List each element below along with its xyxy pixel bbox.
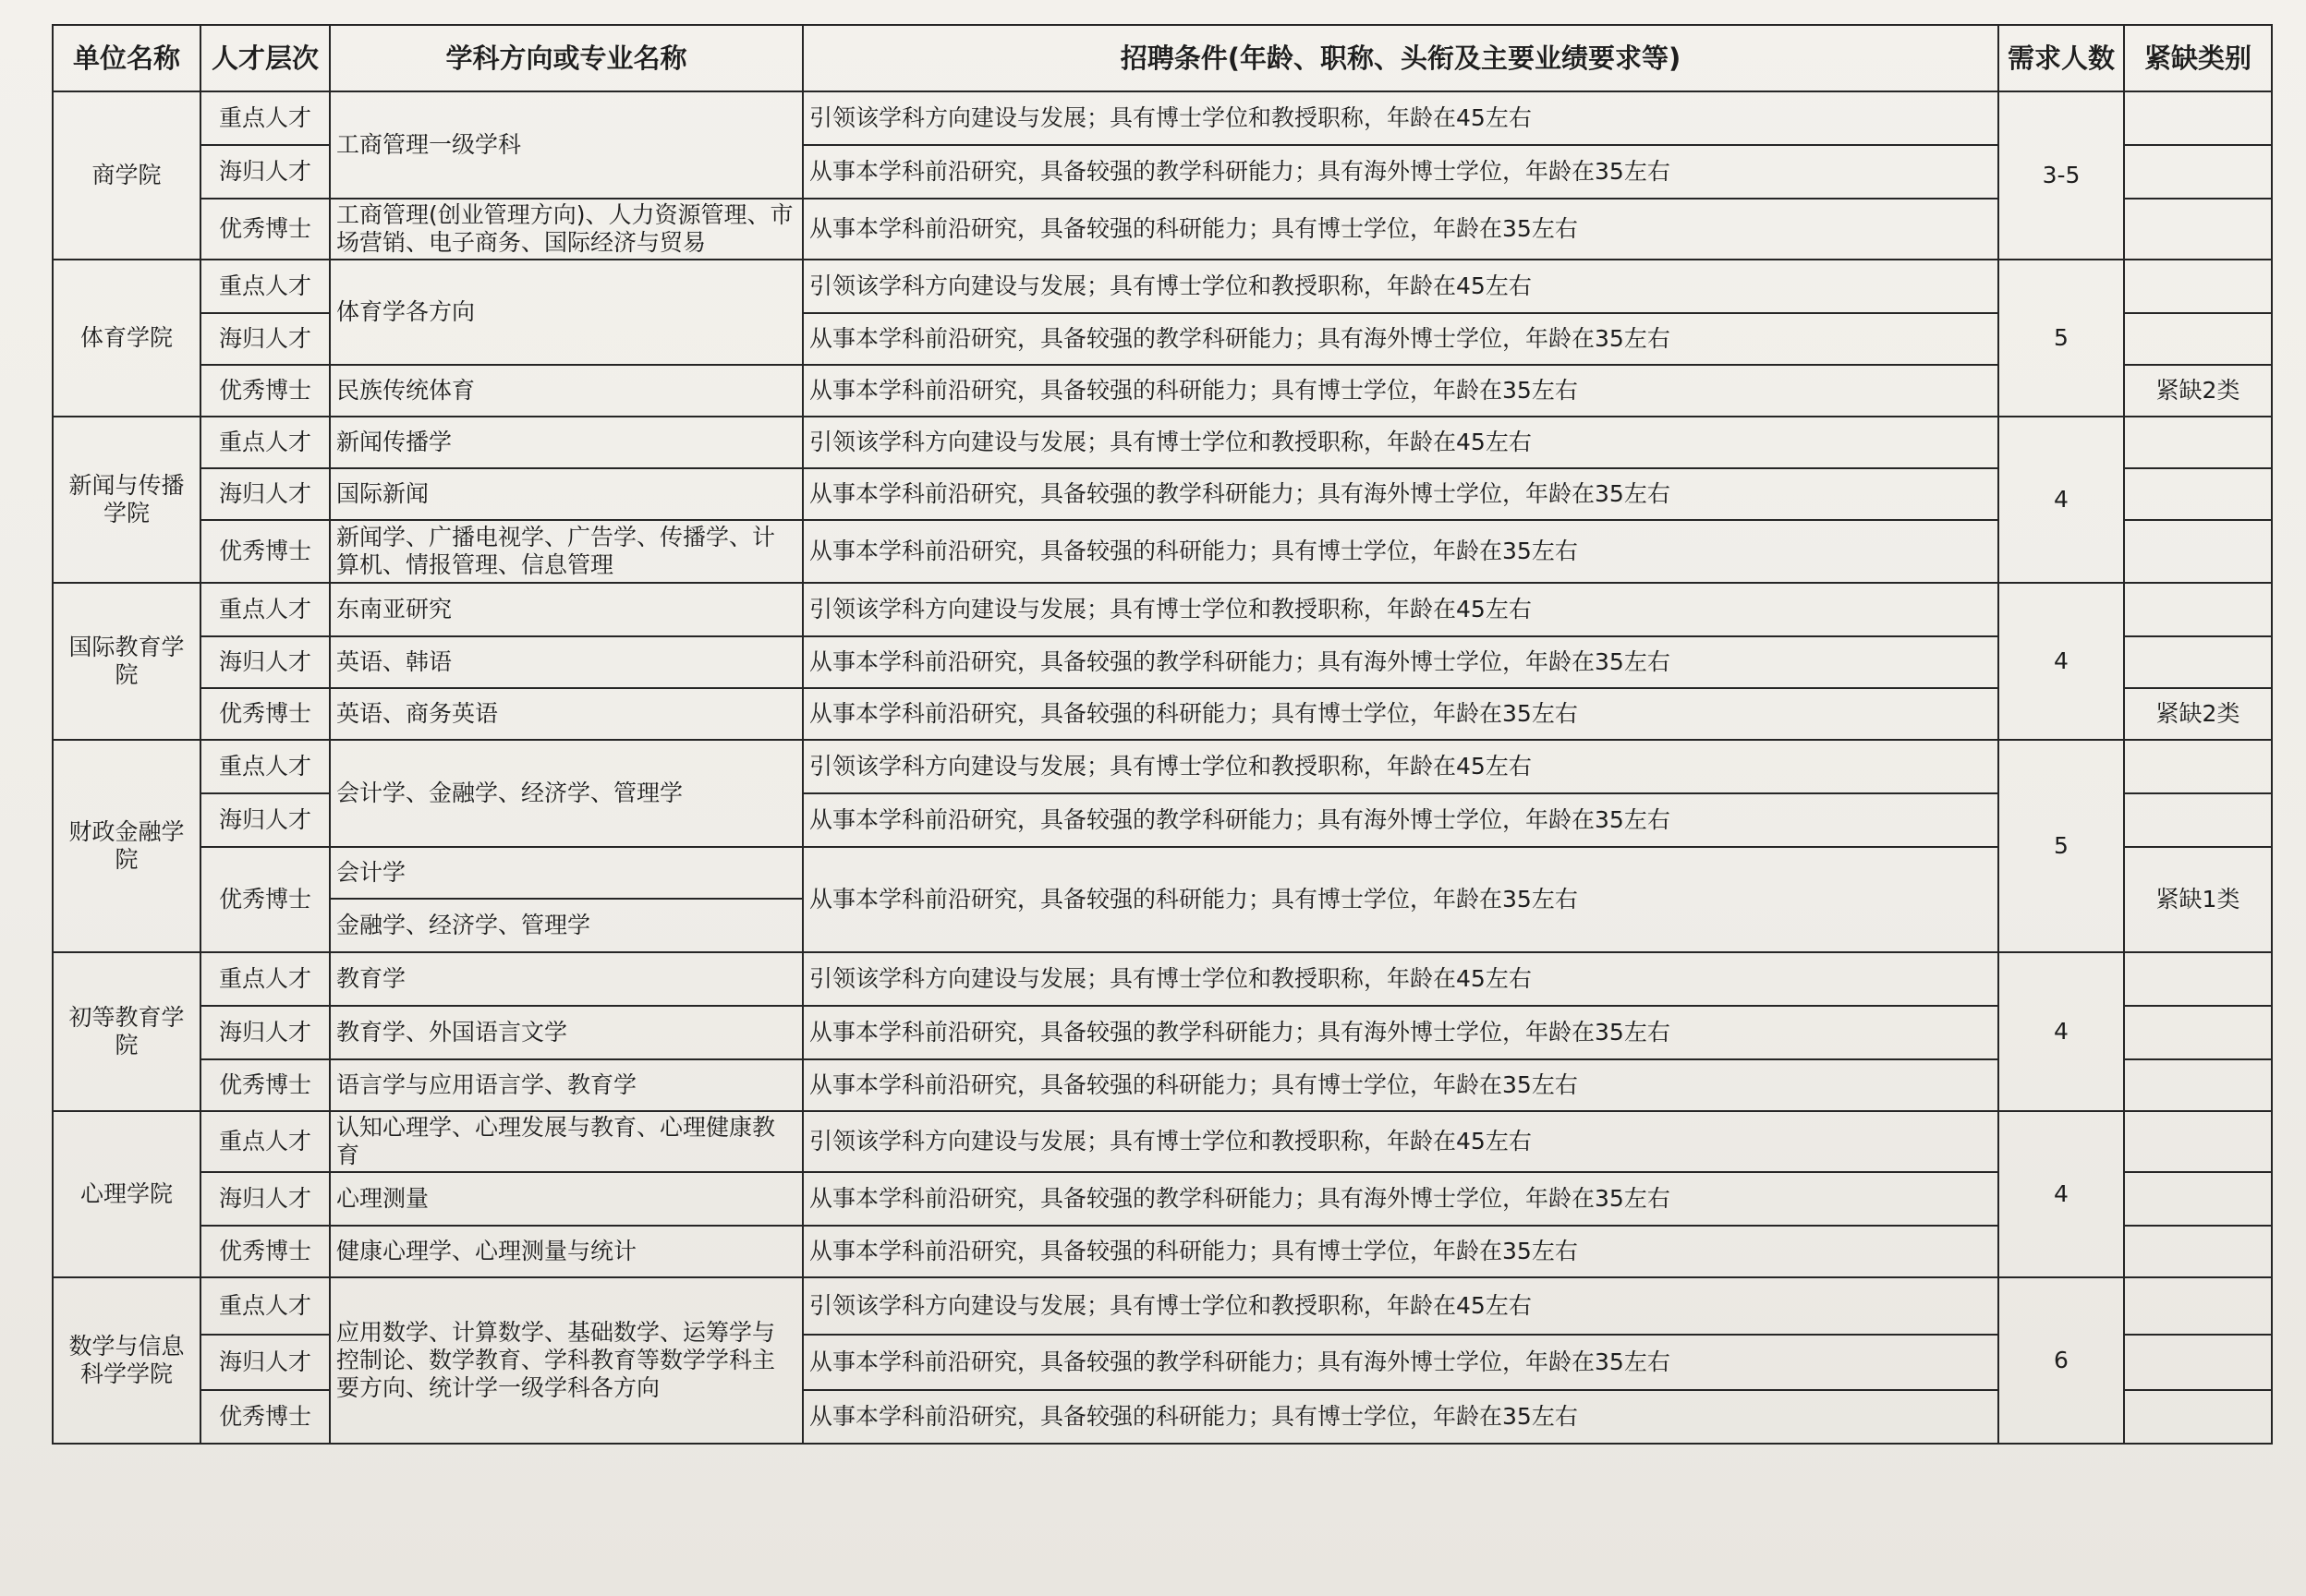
talent-level: 海归人才: [200, 1172, 330, 1226]
table-row: [53, 1226, 2272, 1277]
subject-name: 东南亚研究: [330, 583, 803, 636]
subject-name: 体育学各方向: [330, 260, 803, 365]
conditions: 引领该学科方向建设与发展；具有博士学位和教授职称，年龄在45左右: [803, 1111, 1998, 1172]
conditions: 引领该学科方向建设与发展；具有博士学位和教授职称，年龄在45左右: [803, 260, 1998, 313]
table-row: [53, 688, 2272, 740]
shortage-category: [2124, 1390, 2272, 1444]
header-subject: 学科方向或专业名称: [330, 25, 803, 91]
talent-level: 重点人才: [200, 740, 330, 793]
shortage-category: [2124, 1277, 2272, 1335]
shortage-category: [2124, 1006, 2272, 1059]
shortage-category: [2124, 520, 2272, 583]
quota: 4: [1998, 1111, 2124, 1277]
table-row: [53, 847, 2272, 899]
conditions: 引领该学科方向建设与发展；具有博士学位和教授职称，年龄在45左右: [803, 417, 1998, 468]
talent-level: 海归人才: [200, 145, 330, 199]
quota: 4: [1998, 952, 2124, 1111]
table-row: [53, 1277, 2272, 1335]
conditions: 引领该学科方向建设与发展；具有博士学位和教授职称，年龄在45左右: [803, 91, 1998, 145]
shortage-category: [2124, 145, 2272, 199]
conditions: 引领该学科方向建设与发展；具有博士学位和教授职称，年龄在45左右: [803, 952, 1998, 1006]
quota: 3-5: [1998, 91, 2124, 260]
subject-name: 新闻学、广播电视学、广告学、传播学、计算机、情报管理、信息管理: [330, 520, 803, 583]
subject-name: 会计学: [330, 847, 803, 899]
unit-name: 商学院: [53, 91, 200, 260]
shortage-category: 紧缺2类: [2124, 688, 2272, 740]
unit-name: 新闻与传播学院: [53, 417, 200, 583]
subject-name: 教育学: [330, 952, 803, 1006]
conditions: 引领该学科方向建设与发展；具有博士学位和教授职称，年龄在45左右: [803, 583, 1998, 636]
talent-level: 海归人才: [200, 1335, 330, 1390]
shortage-category: [2124, 417, 2272, 468]
table-row: [53, 636, 2272, 688]
conditions: 从事本学科前沿研究，具备较强的科研能力；具有博士学位，年龄在35左右: [803, 688, 1998, 740]
table-row: [53, 583, 2272, 636]
subject-name: 语言学与应用语言学、教育学: [330, 1059, 803, 1111]
shortage-category: [2124, 199, 2272, 260]
subject-name: 国际新闻: [330, 468, 803, 520]
talent-level: 优秀博士: [200, 688, 330, 740]
unit-name: 国际教育学院: [53, 583, 200, 740]
subject-name: 会计学、金融学、经济学、管理学: [330, 740, 803, 847]
subject-name: 英语、商务英语: [330, 688, 803, 740]
header-level: 人才层次: [200, 25, 330, 91]
shortage-category: [2124, 740, 2272, 793]
shortage-category: [2124, 91, 2272, 145]
talent-level: 重点人才: [200, 583, 330, 636]
header-conditions: 招聘条件(年龄、职称、头衔及主要业绩要求等): [803, 25, 1998, 91]
quota: 5: [1998, 740, 2124, 952]
conditions: 从事本学科前沿研究，具备较强的教学科研能力；具有海外博士学位，年龄在35左右: [803, 313, 1998, 365]
unit-name: 数学与信息科学学院: [53, 1277, 200, 1444]
shortage-category: [2124, 583, 2272, 636]
shortage-category: [2124, 952, 2272, 1006]
shortage-category: [2124, 313, 2272, 365]
conditions: 从事本学科前沿研究，具备较强的教学科研能力；具有海外博士学位，年龄在35左右: [803, 145, 1998, 199]
shortage-category: [2124, 1172, 2272, 1226]
talent-level: 重点人才: [200, 417, 330, 468]
shortage-category: 紧缺2类: [2124, 365, 2272, 417]
talent-level: 海归人才: [200, 793, 330, 847]
unit-name: 体育学院: [53, 260, 200, 417]
quota: 5: [1998, 260, 2124, 417]
subject-name: 民族传统体育: [330, 365, 803, 417]
talent-level: 优秀博士: [200, 365, 330, 417]
talent-level: 优秀博士: [200, 520, 330, 583]
conditions: 从事本学科前沿研究，具备较强的教学科研能力；具有海外博士学位，年龄在35左右: [803, 793, 1998, 847]
talent-level: 重点人才: [200, 1111, 330, 1172]
subject-name: 英语、韩语: [330, 636, 803, 688]
table-row: [53, 91, 2272, 145]
unit-name: 财政金融学院: [53, 740, 200, 952]
recruitment-table: [52, 24, 2273, 1445]
subject-name: 心理测量: [330, 1172, 803, 1226]
table-row: [53, 1059, 2272, 1111]
talent-level: 重点人才: [200, 260, 330, 313]
talent-level: 海归人才: [200, 313, 330, 365]
table-row: [53, 417, 2272, 468]
header-shortage: 紧缺类别: [2124, 25, 2272, 91]
talent-level: 海归人才: [200, 1006, 330, 1059]
header-unit: 单位名称: [53, 25, 200, 91]
table-row: [53, 260, 2272, 313]
subject-name: 工商管理(创业管理方向)、人力资源管理、市场营销、电子商务、国际经济与贸易: [330, 199, 803, 260]
table-row: [53, 199, 2272, 260]
conditions: 从事本学科前沿研究，具备较强的教学科研能力；具有海外博士学位，年龄在35左右: [803, 1335, 1998, 1390]
shortage-category: [2124, 636, 2272, 688]
table-row: [53, 365, 2272, 417]
talent-level: 优秀博士: [200, 847, 330, 952]
subject-name: 金融学、经济学、管理学: [330, 899, 803, 952]
subject-name: 工商管理一级学科: [330, 91, 803, 199]
talent-level: 重点人才: [200, 91, 330, 145]
conditions: 从事本学科前沿研究，具备较强的科研能力；具有博士学位，年龄在35左右: [803, 1226, 1998, 1277]
talent-level: 优秀博士: [200, 1226, 330, 1277]
subject-name: 应用数学、计算数学、基础数学、运筹学与控制论、数学教育、学科教育等数学学科主要方向、统计学一级学科各方向: [330, 1277, 803, 1444]
header-row: [53, 25, 2272, 91]
talent-level: 优秀博士: [200, 1059, 330, 1111]
conditions: 从事本学科前沿研究，具备较强的教学科研能力；具有海外博士学位，年龄在35左右: [803, 636, 1998, 688]
shortage-category: [2124, 1111, 2272, 1172]
table-row: [53, 740, 2272, 793]
shortage-category: 紧缺1类: [2124, 847, 2272, 952]
conditions: 从事本学科前沿研究，具备较强的教学科研能力；具有海外博士学位，年龄在35左右: [803, 1172, 1998, 1226]
talent-level: 优秀博士: [200, 199, 330, 260]
talent-level: 重点人才: [200, 952, 330, 1006]
table-row: [53, 520, 2272, 583]
unit-name: 心理学院: [53, 1111, 200, 1277]
table-row: [53, 468, 2272, 520]
shortage-category: [2124, 1226, 2272, 1277]
subject-name: 认知心理学、心理发展与教育、心理健康教育: [330, 1111, 803, 1172]
shortage-category: [2124, 1059, 2272, 1111]
conditions: 引领该学科方向建设与发展；具有博士学位和教授职称，年龄在45左右: [803, 740, 1998, 793]
talent-level: 优秀博士: [200, 1390, 330, 1444]
shortage-category: [2124, 793, 2272, 847]
table-row: [53, 952, 2272, 1006]
talent-level: 海归人才: [200, 468, 330, 520]
subject-name: 教育学、外国语言文学: [330, 1006, 803, 1059]
table-row: [53, 1006, 2272, 1059]
conditions: 从事本学科前沿研究，具备较强的教学科研能力；具有海外博士学位，年龄在35左右: [803, 1006, 1998, 1059]
talent-level: 海归人才: [200, 636, 330, 688]
quota: 4: [1998, 417, 2124, 583]
conditions: 从事本学科前沿研究，具备较强的科研能力；具有博士学位，年龄在35左右: [803, 1390, 1998, 1444]
subject-name: 健康心理学、心理测量与统计: [330, 1226, 803, 1277]
conditions: 从事本学科前沿研究，具备较强的科研能力；具有博士学位，年龄在35左右: [803, 199, 1998, 260]
table-row: [53, 1172, 2272, 1226]
conditions: 从事本学科前沿研究，具备较强的科研能力；具有博士学位，年龄在35左右: [803, 1059, 1998, 1111]
unit-name: 初等教育学院: [53, 952, 200, 1111]
header-quota: 需求人数: [1998, 25, 2124, 91]
conditions: 从事本学科前沿研究，具备较强的科研能力；具有博士学位，年龄在35左右: [803, 520, 1998, 583]
conditions: 从事本学科前沿研究，具备较强的科研能力；具有博士学位，年龄在35左右: [803, 847, 1998, 952]
shortage-category: [2124, 468, 2272, 520]
shortage-category: [2124, 1335, 2272, 1390]
shortage-category: [2124, 260, 2272, 313]
table-row: [53, 1111, 2272, 1172]
talent-level: 重点人才: [200, 1277, 330, 1335]
conditions: 从事本学科前沿研究，具备较强的教学科研能力；具有海外博士学位，年龄在35左右: [803, 468, 1998, 520]
quota: 4: [1998, 583, 2124, 740]
subject-name: 新闻传播学: [330, 417, 803, 468]
conditions: 引领该学科方向建设与发展；具有博士学位和教授职称，年龄在45左右: [803, 1277, 1998, 1335]
quota: 6: [1998, 1277, 2124, 1444]
conditions: 从事本学科前沿研究，具备较强的科研能力；具有博士学位，年龄在35左右: [803, 365, 1998, 417]
